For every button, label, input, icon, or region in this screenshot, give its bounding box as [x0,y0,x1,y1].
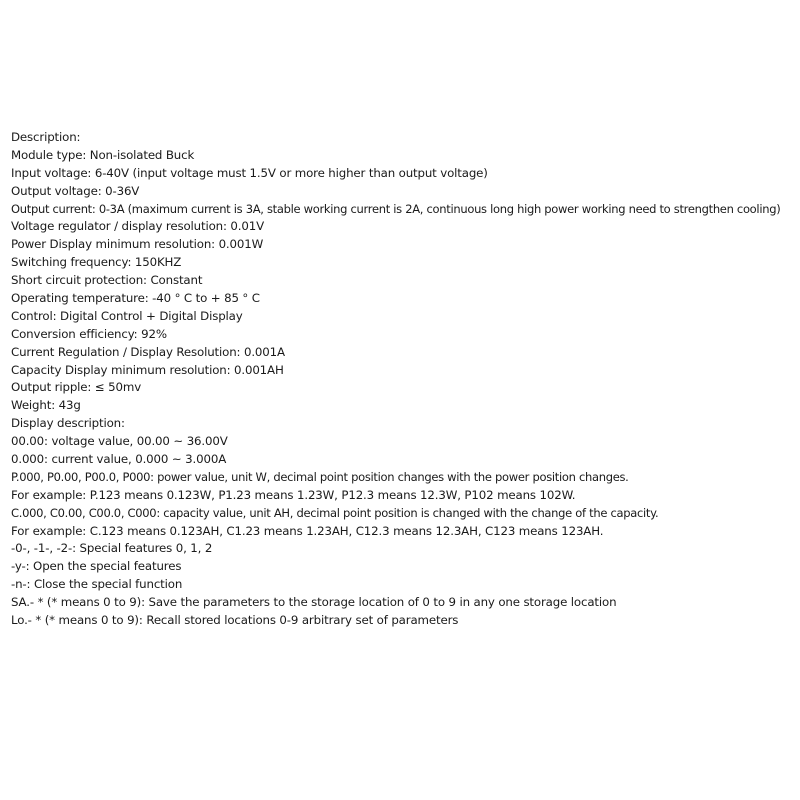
save-parameters-line: SA.- * (* means 0 to 9): Save the parameters to the storage location of 0 to 9 in any one storage location [11,595,617,610]
power-resolution-line: Power Display minimum resolution: 0.001W [11,237,264,252]
description-document [11,129,797,630]
power-example-line: For example: P.123 means 0.123W, P1.23 means 1.23W, P12.3 means 12.3W, P102 means 102W. [11,487,576,502]
capacity-resolution-line: Capacity Display minimum resolution: 0.001AH [11,362,284,377]
output-voltage-line: Output voltage: 0-36V [11,183,140,198]
capacity-example-line: For example: C.123 means 0.123AH, C1.23 means 1.23AH, C12.3 means 12.3AH, C123 means 123AH. [11,523,604,538]
open-special-line: -y-: Open the special features [11,559,182,574]
current-value-line: 0.000: current value, 0.000 ~ 3.000A [11,452,227,467]
conversion-efficiency-line: Conversion efficiency: 92% [11,326,167,341]
weight-line: Weight: 43g [11,398,81,413]
input-voltage-line: Input voltage: 6-40V (input voltage must 1.5V or more higher than output voltage) [11,165,488,180]
output-ripple-line: Output ripple: ≤ 50mv [11,380,142,395]
output-current-line: Output current: 0-3A (maximum current is 3A, stable working current is 2A, continuous long high power working need to strengthen cooling) [11,201,781,216]
operating-temperature-line: Operating temperature: -40 ° C to + 85 ° C [11,291,260,306]
switching-frequency-line: Switching frequency: 150KHZ [11,255,182,270]
display-description-heading: Display description: [11,416,125,431]
voltage-resolution-line: Voltage regulator / display resolution: 0.01V [11,219,265,234]
short-circuit-line: Short circuit protection: Constant [11,273,203,288]
module-type-line: Module type: Non-isolated Buck [11,147,195,162]
power-value-line: P.000, P0.00, P00.0, P000: power value, unit W, decimal point position changes with the power position changes. [11,469,629,484]
close-special-line: -n-: Close the special function [11,577,183,592]
capacity-value-line: C.000, C0.00, C00.0, C000: capacity value, unit AH, decimal point position is changed with the change of the capacity. [11,505,659,520]
special-features-line: -0-, -1-, -2-: Special features 0, 1, 2 [11,541,213,556]
description-heading: Description: [11,130,81,144]
voltage-value-line: 00.00: voltage value, 00.00 ~ 36.00V [11,434,228,449]
control-line: Control: Digital Control + Digital Display [11,308,243,323]
current-resolution-line: Current Regulation / Display Resolution: 0.001A [11,344,285,359]
recall-parameters-line: Lo.- * (* means 0 to 9): Recall stored locations 0-9 arbitrary set of parameters [11,613,459,628]
